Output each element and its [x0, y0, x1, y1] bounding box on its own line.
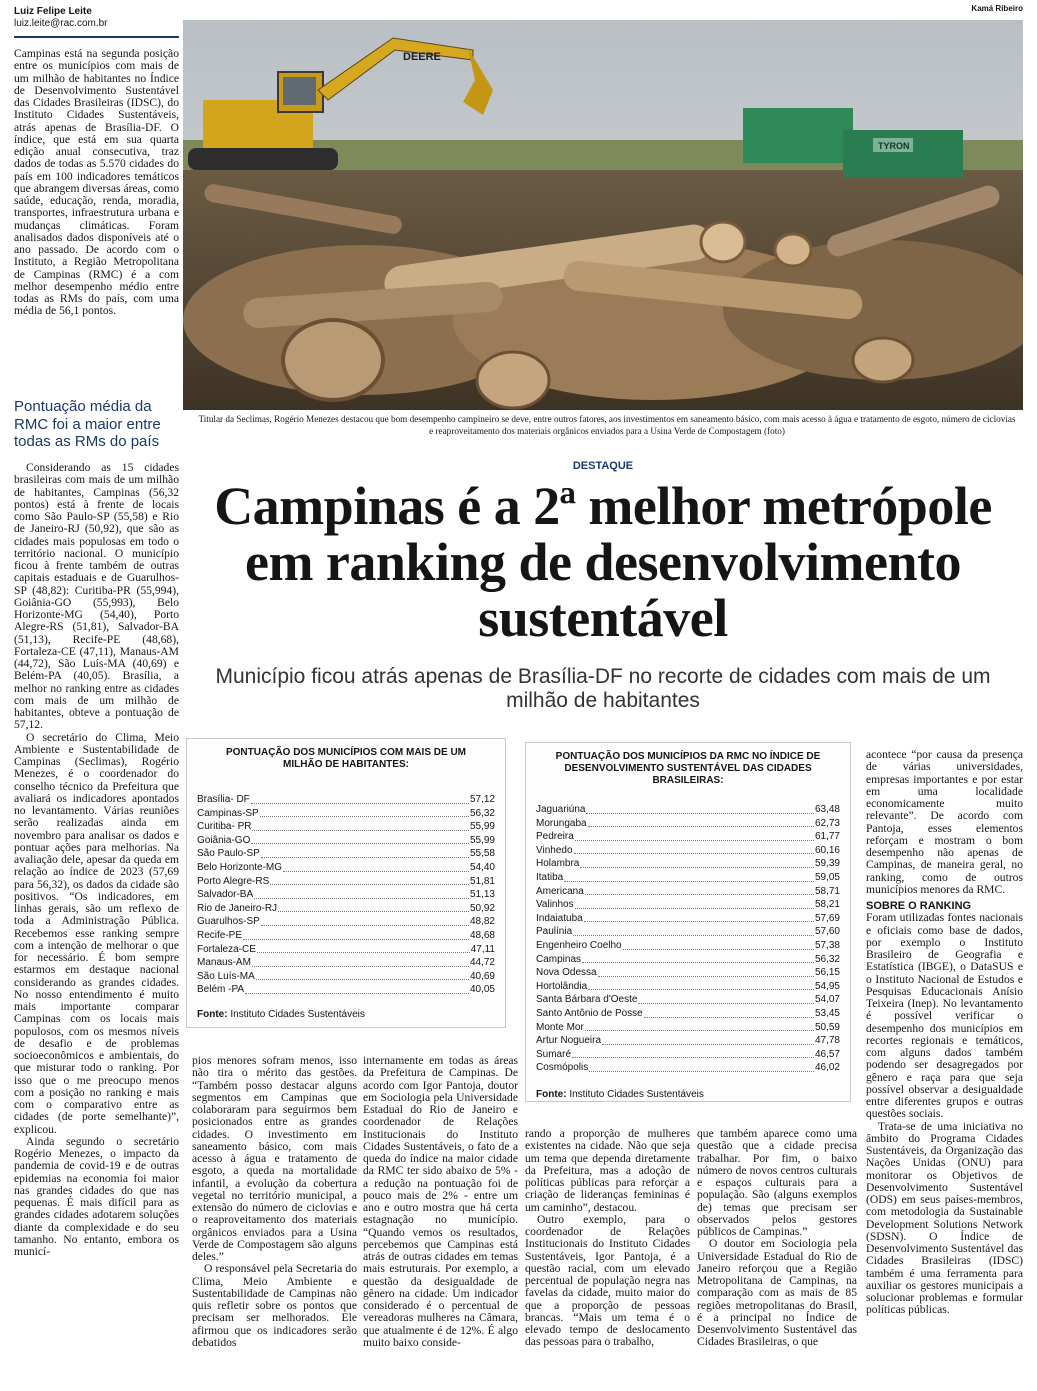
photo-credit: Kamá Ribeiro	[971, 4, 1023, 13]
table-row	[536, 966, 840, 980]
city-score: 48,82	[469, 916, 495, 928]
city-name: Pedreira	[536, 831, 574, 843]
table-source	[197, 1009, 495, 1020]
city-score: 46,57	[814, 1048, 840, 1060]
city-name: Engenheiro Coelho	[536, 939, 622, 951]
city-score: 56,32	[814, 953, 840, 965]
table-row	[197, 983, 495, 997]
column-6	[866, 749, 1023, 1389]
table-row	[536, 1034, 840, 1048]
table-row	[536, 857, 840, 871]
column-5	[697, 1128, 857, 1389]
city-name: São Paulo-SP	[197, 848, 260, 860]
source-label: Fonte:	[197, 1008, 228, 1020]
lead-photo	[183, 20, 1023, 410]
city-score: 63,48	[814, 804, 840, 815]
table-row	[536, 912, 840, 926]
source-text: Instituto Cidades Sustentáveis	[569, 1088, 704, 1100]
table-row	[197, 834, 495, 848]
city-name: Indaiatuba	[536, 912, 583, 924]
city-name: Artur Nogueira	[536, 1035, 602, 1047]
city-name: Nova Odessa	[536, 967, 597, 979]
source-label: Fonte:	[536, 1088, 567, 1100]
table-row	[197, 956, 495, 970]
photo-composting-site	[183, 20, 1023, 410]
city-name: Recife-PE	[197, 929, 243, 941]
lead-paragraph: Campinas está na segunda posição entre os municípios com mais de um milhão de habitantes no Índice de Desenvolvimento Sustentável das Cidades Brasileiras (IDSC), do Instituto Cidades Sustentáveis, atrás apenas de Brasília-DF. O índice, que está em sua quarta edição anual consecutiva, traz dados de todas as 5.570 cidades do país em 100 indicadores temáticos que abrangem diversas áreas, como saúde, educação, renda, moradia, transportes, infraestrutura urbana e mudanças climáticas. Foram analisados dados disponíveis até o ano passado. De acordo com o Instituto, a Região Metropolitana de Campinas (RMC) é a com melhor desempenho médio entre todas as RMs do país, com uma média de 56,1 pontos.	[14, 48, 179, 318]
table-row	[536, 980, 840, 994]
city-name: Hortolândia	[536, 980, 588, 992]
body-paragraph: Trata-se de uma iniciativa no âmbito do Programa Cidades Sustentáveis, da Organização das Nações Unidas (ONU) para monitorar os Objetivos de Desenvolvimento Sustentável (ODS) em seus países-membros, com metodologia da Sustainable Development Solutions Network (SDSN). O Índice de Desenvolvimento Sustentável das Cidades Brasileiras (IDSC) também é uma ferramenta para auxiliar os gestores municipais a solucionar problemas e formular políticas públicas.	[866, 1119, 1023, 1317]
city-name: Santo Antônio de Posse	[536, 1007, 643, 1019]
table-row	[197, 875, 495, 889]
table-row	[536, 1021, 840, 1035]
city-score: 60,16	[814, 844, 840, 856]
table-row	[197, 943, 495, 957]
city-score: 54,95	[814, 980, 840, 992]
table-row	[197, 888, 495, 902]
table-row	[536, 803, 840, 817]
city-score: 55,99	[469, 834, 495, 846]
city-name: Campinas-SP	[197, 807, 259, 819]
table-row	[536, 953, 840, 967]
table-row	[197, 793, 495, 807]
city-name: Valinhos	[536, 899, 574, 911]
city-name: Goiânia-GO	[197, 834, 251, 846]
city-score: 51,13	[469, 889, 495, 901]
photo-caption: Titular da Seclimas, Rogério Menezes destacou que bom desempenho campineiro se deve, entre outros fatores, aos investimentos em saneamento básico, com mais acesso à água e tratamento de esgoto, número de ciclovias e reaproveitamento dos materiais orgânicos enviados para a Usina Verde de Compostagem (foto)	[198, 414, 1016, 436]
table-row	[197, 861, 495, 875]
table-source	[536, 1089, 840, 1100]
table-row	[536, 1061, 840, 1075]
table-row	[536, 898, 840, 912]
table-row	[536, 871, 840, 885]
source-text: Instituto Cidades Sustentáveis	[230, 1008, 365, 1020]
city-score: 54,40	[469, 861, 495, 873]
table-row	[536, 939, 840, 953]
table-rows	[197, 793, 495, 997]
column-1-bottom	[14, 462, 179, 1388]
city-score: 51,81	[469, 875, 495, 887]
city-name: Curitiba- PR	[197, 821, 252, 833]
city-score: 50,92	[469, 902, 495, 914]
ranking-table-rmc	[525, 742, 851, 1102]
body-paragraph: internamente em todas as áreas da Prefeitura de Campinas. De acordo com Igor Pantoja, doutor em Sociologia pela Universidade Estadual do Rio de Janeiro e coordenador de Relações Institucionais do Instituto Cidades Sustentáveis, o fato de a queda do índice na maior cidade da RMC ter sido abaixo de 5% - a redução na pontuação foi de pouco mais de 2% - entre um ano e outro mostra que há certa estagnação no município. “Quando vemos os resultados, percebemos que Campinas está atrás de outras cidades em temas mais estruturais. Por exemplo, a questão da desigualdade de gênero na cidade. Um indicador considerado é o percentual de vereadoras mulheres na Câmara, que atualmente é de 12%. É algo muito baixo conside-	[363, 1055, 518, 1349]
city-score: 56,32	[469, 807, 495, 819]
city-name: Sumaré	[536, 1048, 572, 1060]
city-name: Campinas	[536, 953, 582, 965]
body-paragraph: que também aparece como uma questão que a cidade precisa trabalhar. Por fim, o baixo número de novos centros culturais e espaços culturais para a população. São (alguns exemplos de) temas que precisam ser observados pelos gestores públicos de Campinas.”	[697, 1128, 857, 1238]
city-name: Jaguariúna	[536, 804, 586, 815]
city-name: Rio de Janeiro-RJ	[197, 902, 278, 914]
city-name: Cosmópolis	[536, 1062, 589, 1074]
table-row	[536, 817, 840, 831]
city-score: 57,69	[814, 912, 840, 924]
city-score: 56,15	[814, 967, 840, 979]
city-score: 47,78	[814, 1035, 840, 1047]
deck: Município ficou atrás apenas de Brasília-DF no recorte de cidades com mais de um milhão de habitantes	[215, 665, 991, 712]
body-paragraph: rando a proporção de mulheres existentes na cidade. Não que seja um tema que dependa diretamente da Prefeitura, mas a adoção de políticas públicas para reforçar a criação de lideranças femininas é um caminho”, destacou.	[525, 1128, 690, 1214]
table-row	[536, 1007, 840, 1021]
city-score: 40,05	[469, 984, 495, 996]
column-3	[363, 1055, 518, 1389]
table-row	[197, 970, 495, 984]
city-score: 40,69	[469, 970, 495, 982]
brand-tyron-text: TYRON	[878, 141, 910, 151]
city-name: Brasília- DF	[197, 794, 250, 805]
body-paragraph: Outro exemplo, para o coordenador de Relações Institucionais do Instituto Cidades Sustentáveis, Igor Pantoja, é a questão racial, com um elevado percentual de população negra nas favelas da cidade, muito maior do que a proporção de pessoas brancas. “Mais um tema é o elevado tempo de deslocamento das pessoas para o trabalho,	[525, 1212, 690, 1349]
city-score: 54,07	[814, 994, 840, 1006]
city-score: 57,12	[469, 794, 495, 805]
city-score: 58,71	[814, 885, 840, 897]
city-name: Fortaleza-CE	[197, 943, 256, 955]
author-email[interactable]: luiz.leite@rac.com.br	[14, 18, 108, 29]
city-score: 47,11	[470, 943, 495, 955]
city-name: Belém -PA	[197, 984, 245, 996]
section-kicker: DESTAQUE	[572, 460, 634, 472]
city-name: Guarulhos-SP	[197, 916, 260, 928]
table-row	[197, 820, 495, 834]
table-row	[536, 925, 840, 939]
table-row	[197, 847, 495, 861]
city-name: Monte Mor	[536, 1021, 584, 1033]
table-title: PONTUAÇÃO DOS MUNICÍPIOS COM MAIS DE UM MILHÃO DE HABITANTES:	[225, 747, 466, 770]
table-row	[536, 830, 840, 844]
city-score: 57,38	[814, 939, 840, 951]
city-score: 55,58	[469, 848, 495, 860]
subhead: Pontuação média da RMC foi a maior entre todas as RMs do país	[14, 398, 161, 450]
table-title: PONTUAÇÃO DOS MUNICÍPIOS DA RMC NO ÍNDICE DE DESENVOLVIMENTO SUSTENTÁVEL DAS CIDADES BRASILEIRAS:	[555, 751, 821, 786]
table-row	[536, 885, 840, 899]
column-1-top	[14, 48, 179, 388]
table-row	[536, 1048, 840, 1062]
headline: Campinas é a 2ª melhor metrópole em ranking de desenvolvimento sustentável	[214, 476, 992, 648]
city-score: 59,39	[814, 858, 840, 870]
city-name: Americana	[536, 885, 584, 897]
city-score: 62,73	[814, 817, 840, 829]
city-name: Manaus-AM	[197, 957, 251, 969]
author-name: Luiz Felipe Leite	[14, 6, 92, 17]
byline-divider	[14, 36, 179, 38]
table-rows	[536, 803, 840, 1075]
body-paragraph: pios menores sofram menos, isso não tira o mérito das gestões. “Também posso destacar alguns segmentos em Campinas que colaboraram para seguirmos bem posicionados entre as grandes cidades. O investimento em saneamento básico, com mais acesso à água e tratamento de esgoto, a queda na mortalidade infantil, a evolução da cobertura vegetal no território municipal, a extensão do número de ciclovias e o reaproveitamento dos materiais orgânicos enviados para a Usina Verde de Compostagem são alguns deles.”	[192, 1055, 357, 1263]
table-row	[197, 807, 495, 821]
city-score: 53,45	[814, 1007, 840, 1019]
city-name: Porto Alegre-RS	[197, 875, 270, 887]
table-row	[536, 993, 840, 1007]
city-score: 46,02	[814, 1062, 840, 1074]
city-name: Paulínia	[536, 926, 573, 938]
table-row	[197, 902, 495, 916]
body-paragraph: Considerando as 15 cidades brasileiras com mais de um milhão de habitantes, Campinas (56,32 pontos) está à frente de locais como São Paulo-SP (55,58) e Rio de Janeiro-RJ (50,92), que são as cidades mais populosas em todo o território nacional. O município ficou à frente também de outras capitais estaduais e de Guarulhos-SP (48,82): Curitiba-PR (55,994), Goiânia-GO (55,993), Belo Horizonte-MG (54,40), Porto Alegre-RS (51,81), Salvador-BA (51,13), Recife-PE (48,68), Fortaleza-CE (47,11), Manaus-AM (44,72), São Luís-MA (40,69) e Belém-PA (40,05). Brasília, a melhor no ranking entre as cidades com mais de um milhão de habitantes, obteve a pontuação de 57,12.	[14, 462, 179, 732]
column-4	[525, 1128, 690, 1389]
body-paragraph: Ainda segundo o secretário Rogério Menezes, o impacto da pandemia de covid-19 e de outras epidemias na economia foi maior nas grandes cidades do que nas pequenas. É mais difícil para as grandes cidades adotarem soluções diante da complexidade e do seu tamanho. No entanto, embora os municí-	[14, 1134, 179, 1258]
city-score: 50,59	[814, 1021, 840, 1033]
city-score: 61,77	[814, 831, 840, 843]
ranking-table-large-cities	[186, 738, 506, 1028]
byline	[14, 6, 179, 30]
body-paragraph: O doutor em Sociologia pela Universidade Estadual do Rio de Janeiro reforçou que a Região Metropolitana de Campinas, na comparação com as mais de 85 regiões metropolitanas do Brasil, é a principal no Índice de Desenvolvimento Sustentável das Cidades Brasileiras, o que	[697, 1237, 857, 1349]
table-row	[197, 915, 495, 929]
city-score: 59,05	[814, 871, 840, 883]
city-score: 57,60	[814, 926, 840, 938]
city-score: 44,72	[469, 957, 495, 969]
city-score: 48,68	[469, 929, 495, 941]
city-name: Santa Bárbara d'Oeste	[536, 994, 638, 1006]
city-name: Itatiba	[536, 871, 564, 883]
column-2	[192, 1055, 357, 1389]
body-paragraph: O responsável pela Secretaria do Clima, Meio Ambiente e Sustentabilidade de Campinas não quis refletir sobre os pontos que precisam ser melhorados. Ele afirmou que os indicadores serão debatidos	[192, 1262, 357, 1349]
brand-deere-text: DEERE	[403, 51, 441, 63]
city-name: São Luís-MA	[197, 970, 255, 982]
city-name: Vinhedo	[536, 844, 573, 856]
table-row	[197, 929, 495, 943]
city-name: Salvador-BA	[197, 889, 254, 901]
city-score: 58,21	[814, 899, 840, 911]
body-paragraph: acontece “por causa da presença de várias universidades, empresas importantes e por estar em uma localidade economicamente muito relevante”. De acordo com Pantoja, esses elementos reforçam e mostram o bom desempenho não apenas de Campinas, de maneira geral, no ranking, como de outros municípios menores da RMC.	[866, 749, 1023, 896]
city-name: Morungaba	[536, 817, 587, 829]
body-paragraph: O secretário do Clima, Meio Ambiente e Sustentabilidade de Campinas (Seclimas), Rogério Menezes, é o coordenador do conselho técnico da Prefeitura que avaliará os indicadores apontados no levantamento. Várias reuniões serão realizadas ainda em novembro para analisar os dados e pontuar ações para melhorias. Na avaliação dele, apesar da queda em relação ao índice de 2023 (57,69 para 56,32), os dados da cidade são positivos. “Os indicadores, em linhas gerais, são um reflexo de toda a Administração Pública. Recebemos esse ranking sempre com a intenção de melhorar o que for necessário. É bom sempre estarmos em destaque nacional considerando as grandes cidades. No nosso entendimento é muito mais importante comparar Campinas com os locais mais populosos, com os mesmos níveis de desafio e de problemas socioeconômicos e ambientais, do que misturar todo o ranking. Por isso que o me preocupo menos com a posição no ranking e mais com o comparativo entre as cidades (de porte semelhante)”, explicou.	[14, 730, 179, 1136]
city-name: Belo Horizonte-MG	[197, 861, 283, 873]
body-paragraph: Foram utilizadas fontes nacionais e oficiais como base de dados, por exemplo o Instituto Brasileiro de Geografia e Estatística (IBGE), o DataSUS e o Instituto Nacional de Estudos e Pesquisas Educacionais Anísio Teixeira (Inep). No levantamento é possível verificar o desempenho dos municípios em recortes regionais e temáticos, com alguns dados também podendo ser desagregados por gênero e raça para que seja possível observar a desigualdade entre diferentes grupos e outras questões sociais.	[866, 911, 1023, 1121]
city-name: Holambra	[536, 858, 580, 870]
city-score: 55,99	[469, 821, 495, 833]
section-subtitle: SOBRE O RANKING	[866, 900, 972, 912]
table-row	[536, 844, 840, 858]
